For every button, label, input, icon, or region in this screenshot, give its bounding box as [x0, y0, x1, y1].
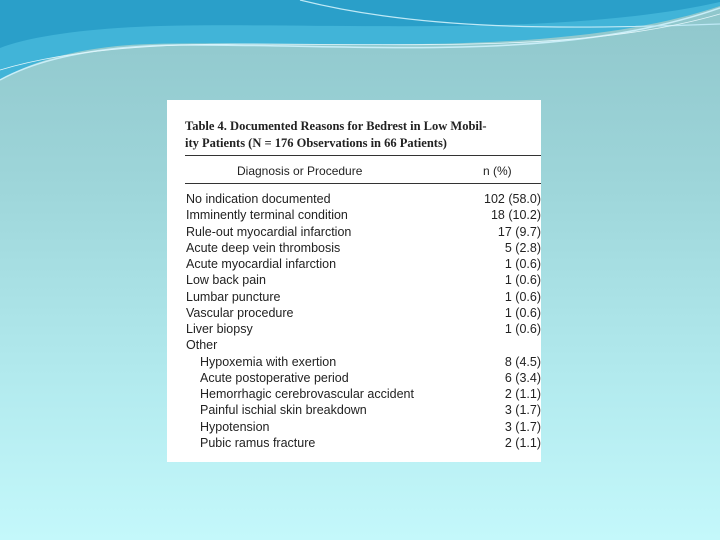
- table-row: [167, 386, 541, 402]
- row-label: Painful ischial skin breakdown: [200, 403, 367, 418]
- row-label: Hemorrhagic cerebrovascular accident: [200, 387, 414, 401]
- table-header-rule: [185, 183, 541, 184]
- table-row: [167, 435, 541, 451]
- row-value: 6 (3.4): [504, 370, 541, 385]
- row-value: 3 (1.7): [504, 419, 541, 434]
- row-value: 5 (2.8): [504, 240, 541, 255]
- row-value: 2 (1.1): [504, 387, 541, 401]
- row-value: 17 (9.7): [497, 224, 541, 239]
- table-row: [167, 305, 541, 321]
- row-label: Acute deep vein thrombosis: [186, 240, 341, 255]
- table-row: [167, 272, 541, 288]
- row-label: No indication documented: [186, 192, 331, 206]
- table-top-rule: [185, 155, 541, 156]
- row-label: Lumbar puncture: [186, 289, 281, 304]
- column-header-n: n (%): [483, 164, 512, 178]
- table-row: [167, 289, 541, 305]
- row-value: 3 (1.7): [504, 403, 541, 418]
- table-row: [167, 370, 541, 386]
- row-label: Hypotension: [200, 419, 270, 434]
- column-header-diagnosis: Diagnosis or Procedure: [237, 164, 363, 178]
- table-row: [167, 191, 541, 207]
- row-label: Acute postoperative period: [200, 370, 349, 385]
- row-value: 18 (10.2): [490, 208, 541, 223]
- row-value: 2 (1.1): [504, 435, 541, 450]
- table-body: [167, 191, 541, 451]
- row-label: Low back pain: [186, 273, 266, 288]
- table-row: [167, 321, 541, 337]
- table-row: [167, 402, 541, 418]
- row-label: Vascular procedure: [186, 305, 294, 320]
- row-label: Imminently terminal condition: [186, 208, 348, 223]
- table-row: [167, 207, 541, 223]
- table-row: [167, 256, 541, 272]
- row-label: Hypoxemia with exertion: [200, 354, 337, 369]
- row-value: 102 (58.0): [484, 192, 541, 206]
- row-label: Pubic ramus fracture: [200, 435, 316, 450]
- table-row: [167, 419, 541, 435]
- row-value: 1 (0.6): [504, 289, 541, 304]
- row-value: 1 (0.6): [504, 322, 541, 336]
- row-value: 1 (0.6): [504, 257, 541, 271]
- row-value: 1 (0.6): [504, 273, 541, 288]
- row-label: Other: [186, 338, 218, 353]
- table-title: [185, 118, 541, 152]
- table-row-group-other: [167, 337, 541, 353]
- row-label: Acute myocardial infarction: [186, 257, 337, 271]
- table-row: [167, 224, 541, 240]
- table-title-line-2: ity Patients (N = 176 Observations in 66 Patients): [185, 136, 447, 150]
- table-row: [167, 354, 541, 370]
- slide-header-waves: [0, 0, 720, 90]
- table-image: [167, 100, 541, 462]
- row-label: Liver biopsy: [186, 322, 253, 336]
- table-title-line-1: Table 4. Documented Reasons for Bedrest in Low Mobil-: [185, 119, 487, 133]
- row-value: 1 (0.6): [504, 305, 541, 320]
- row-label: Rule-out myocardial infarction: [186, 224, 352, 239]
- table-row: [167, 240, 541, 256]
- row-value: 8 (4.5): [504, 354, 541, 369]
